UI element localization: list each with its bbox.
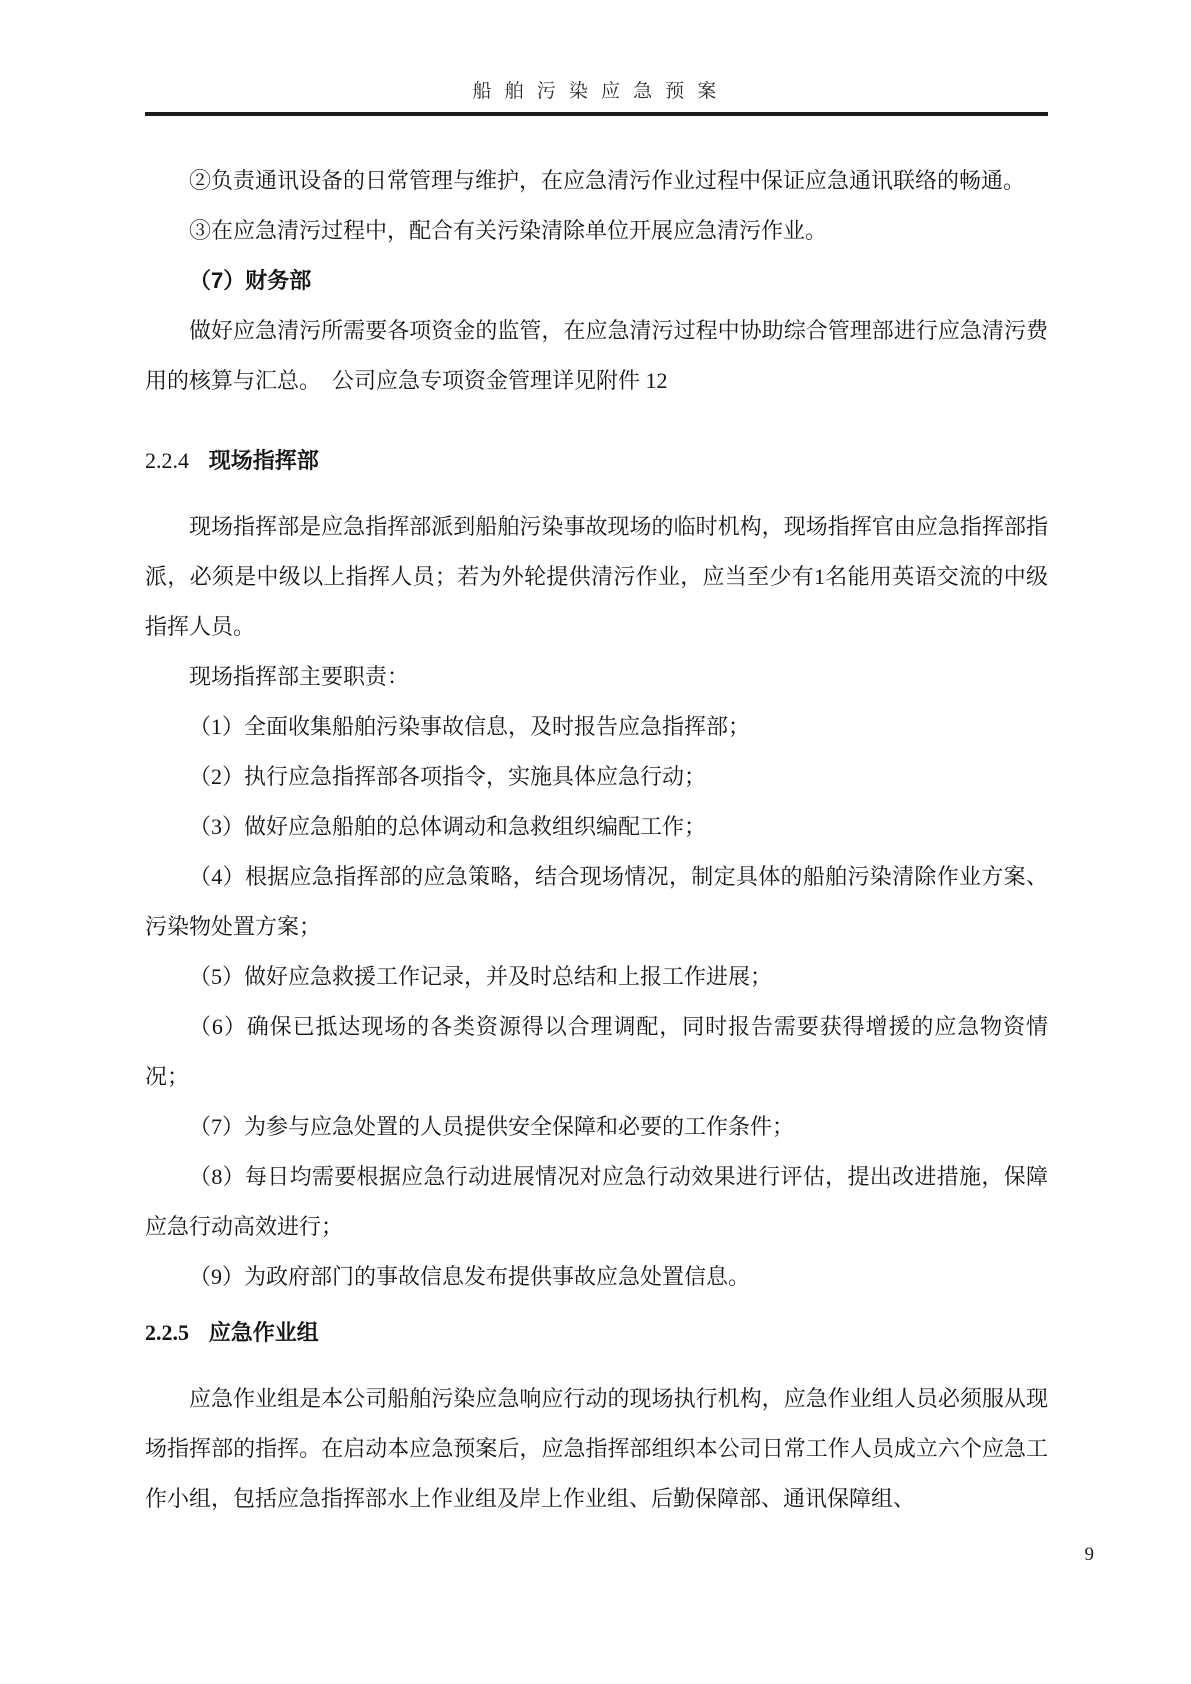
duty-item-7: （7）为参与应急处置的人员提供安全保障和必要的工作条件； [189,1114,795,1139]
paragraph-duties-label: 现场指挥部主要职责： [189,664,410,689]
duty-item-3: （3）做好应急船舶的总体调动和急救组织编配工作； [189,814,707,839]
header-title: 船 舶 污 染 应 急 预 案 [472,81,721,102]
finance-dept-subheading: （7）财务部 [189,268,312,293]
page-number: 9 [1084,1544,1094,1565]
section-number: 2.2.4 [145,448,189,473]
page-header [145,0,1048,116]
paragraph-comm-duty-3: ③在应急清污过程中，配合有关污染清除单位开展应急清污作业。 [189,218,828,243]
duty-item-2: （2）执行应急指挥部各项指令，实施具体应急行动； [189,764,707,789]
section-heading-2-2-4 [145,436,1048,486]
duty-item-5: （5）做好应急救援工作记录，并及时总结和上报工作进展； [189,964,773,989]
duty-item-1: （1）全面收集船舶污染事故信息，及时报告应急指挥部； [189,714,751,739]
section-title: 应急作业组 [208,1320,319,1345]
section-title: 现场指挥部 [208,448,319,473]
document-body [145,156,1048,1524]
paragraph-comm-duty-2: ②负责通讯设备的日常管理与维护，在应急清污作业过程中保证应急通讯联络的畅通。 [189,168,1026,193]
duty-item-4: （4）根据应急指挥部的应急策略，结合现场情况，制定具体的船舶污染清除作业方案、污染物处置方案； [145,864,1048,939]
duty-item-9: （9）为政府部门的事故信息发布提供事故应急处置信息。 [189,1264,751,1289]
duty-item-8: （8）每日均需要根据应急行动进展情况对应急行动效果进行评估，提出改进措施，保障应急行动高效进行； [145,1164,1048,1239]
paragraph-finance-duty: 做好应急清污所需要各项资金的监管，在应急清污过程中协助综合管理部进行应急清污费用的核算与汇总。 公司应急专项资金管理详见附件 12 [145,318,1048,393]
paragraph-onscene-command-intro: 现场指挥部是应急指挥部派到船舶污染事故现场的临时机构，现场指挥官由应急指挥部指派，必须是中级以上指挥人员；若为外轮提供清污作业，应当至少有1名能用英语交流的中级指挥人员。 [145,514,1048,639]
paragraph-emergency-workgroup-intro: 应急作业组是本公司船舶污染应急响应行动的现场执行机构，应急作业组人员必须服从现场指挥部的指挥。在启动本应急预案后，应急指挥部组织本公司日常工作人员成立六个应急工作小组，包括应急指挥部水上作业组及岸上作业组、后勤保障部、通讯保障组、 [145,1386,1048,1511]
header-rule [145,112,1048,116]
section-number: 2.2.5 [145,1320,189,1345]
duty-item-6: （6）确保已抵达现场的各类资源得以合理调配，同时报告需要获得增援的应急物资情况； [145,1014,1048,1089]
section-heading-2-2-5 [145,1308,1048,1358]
